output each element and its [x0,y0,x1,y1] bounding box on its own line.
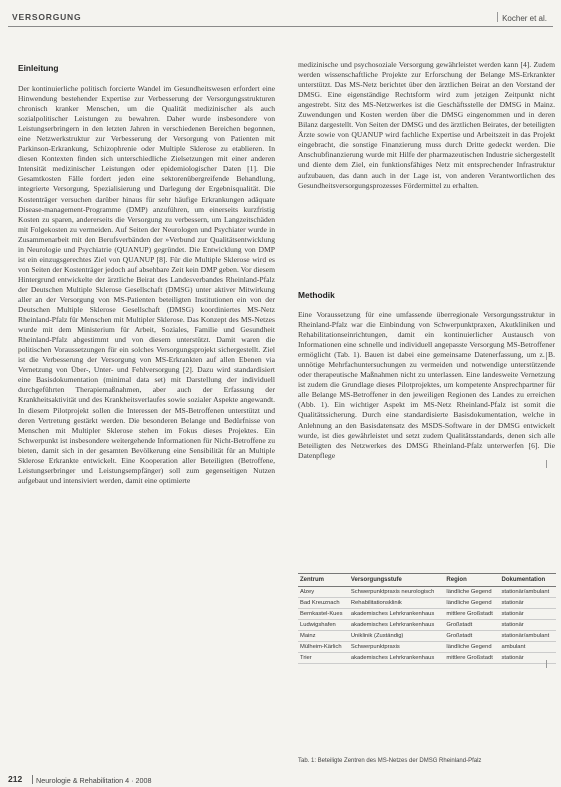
table-cell: mittlere Großstadt [444,653,499,664]
table-cell: Bernkastel-Kues [298,609,349,620]
table-row [298,598,556,609]
table-cell: stationär [499,598,556,609]
table-header-cell: Dokumentation [499,574,556,587]
table-cell: stationär/ambulant [499,631,556,642]
page-number: 212 [8,774,23,784]
table-cell: Rehabilitationsklinik [349,598,445,609]
table-header-cell: Region [444,574,499,587]
heading-methodik: Methodik [298,290,335,300]
table-cell: Ludwigshafen [298,620,349,631]
heading-einleitung: Einleitung [18,63,59,73]
table-row [298,631,556,642]
author-label: Kocher et al. [497,12,547,23]
continuation-paragraph: medizinische und psychosoziale Versorgung gewährleistet werden kann [4]. Zudem werden wissenschaftliche Projekte zur Erforschung der Belange MS-Erkrankter unterstützt. Das MS-Netz berichtet über den ärztlichen Beirat an den Vorstand der DMSG. Eine eigenständige Rechtsform wird zum jetzigen Zeitpunkt nicht angestrebt. Sitz des MS-Netzwerkes ist die Geschäftsstelle der DMSG in Mainz. Zuwendungen und Kosten werden über die DMSG eingenommen und in deren Bilanz dargestellt. Von Seiten der DMSG und des ärztlichen Beirates, der beteiligten Ärzte sowie von QUANUP wird fachliche Expertise und Arbeitszeit in das Projekt eingebracht, die sonstige Finanzierung muss durch Dritte gedeckt werden. Die Anschubfinanzierung wurde mit Hilfe der pharmazeutischen Industrie sichergestellt und diente dem Ziel, ein funktionsfähiges Netz mit entsprechender Infrastruktur aufzubauen, das dann auch in der Lage ist, von anderen Verantwortlichen des Gesundheitsversorgungsprozesses Fördermittel zu erhalten. [298,60,555,190]
table-cell: ländliche Gegend [444,598,499,609]
centers-table [298,573,556,664]
table-cell: Schwerpunktpraxis [349,642,445,653]
table-cell: akademisches Lehrkrankenhaus [349,609,445,620]
left-column-text [18,84,275,486]
table-cell: stationär/ambulant [499,587,556,598]
table-cell: stationär [499,653,556,664]
margin-mark [546,352,552,360]
table-row [298,642,556,653]
journal-citation: Neurologie & Rehabilitation 4 · 2008 [32,775,151,785]
table-cell: akademisches Lehrkrankenhaus [349,653,445,664]
section-label: VERSORGUNG [12,12,82,22]
table-caption: Tab. 1: Beteiligte Zentren des MS-Netzes der DMSG Rheinland-Pfalz [298,758,482,764]
table-header-cell: Zentrum [298,574,349,587]
table-cell: ambulant [499,642,556,653]
margin-mark [546,460,552,468]
table-row [298,653,556,664]
table-row [298,609,556,620]
methodik-paragraph: Eine Voraussetzung für eine umfassende überregionale Versorgungsstruktur in Rheinland-Pfalz war die Einbindung von Schwerpunktpraxen, Akutkliniken und Rehabilitationseinrichtungen, damit ein kontinuierlicher Austausch von Informationen eine schnelle und individuell angepasste Versorgung MS-Betroffener ermöglicht (Tab. 1). Bauen ist dabei eine gemeinsame Datenerfassung, um z. B. unnötige Mehrfachuntersuchungen zu vermeiden und notwendige unterstützende oder therapeutische Maßnahmen nicht zu unterlassen. Eine landesweite Vernetzung ist zudem die Grundlage dieses Pilotprojektes, um kompetente Ansprechpartner für alle Belange MS-Betroffener in den jeweiligen Regionen des Landes zu erreichen (Abb. 1). Ein wichtiger Aspekt im MS-Netz Rheinland-Pfalz ist somit die Qualitätssicherung. Durch eine standardisierte Basisdokumentation, welche in Anlehnung an den Basisdatensatz des MSDS-Software in der DMSG entwickelt wurde, ist dies gewährleistet und setzt zudem Qualitätsstandards, denen sich alle Beteiligten des Netzwerkes des DMSG Rheinland-Pfalz unterwerfen [6]. Die Datenpflege [298,310,555,460]
right-column-text [298,60,555,191]
table-cell: Schwerpunktpraxis neurologisch [349,587,445,598]
table-cell: akademisches Lehrkrankenhaus [349,620,445,631]
table-cell: Großstadt [444,631,499,642]
table-cell: Uniklinik (Zuständig) [349,631,445,642]
page-footer [0,774,561,787]
methodik-column-text [298,310,555,461]
margin-mark [546,660,552,668]
running-header [8,10,553,27]
table-cell: Alzey [298,587,349,598]
einleitung-paragraph: Der kontinuierliche politisch forcierte Wandel im Gesundheitswesen erfordert eine Hinwendung bestehender Expertise zur Verbesserung der Versorgungsstrukturen chronisch kranker Menschen, um die Qualität medizinischer als auch sozialpolitischer Leistungen zu bewahren. Daher wurde insbesondere von Leistungserbringern in den letzten Jahren in verschiedenen Bereichen begonnen, eine Netzwerkstruktur zur Verbesserung der Versorgung von Patienten mit Parkinson-Erkrankung, Schizophrenie oder Multiple Sklerose zu etablieren. In diesen Kontexten finden sich unterschiedliche Zielsetzungen mit einer anderen Intensität medizinischer Leistungen oder epidemiologischer Daten [1]. Die Gesamtkosten Fälle fordert jeden eine sektorenübergreifende Behandlung, integrierte Versorgung, Spezialisierung und Darlegung der Ergebnisqualität. Die Kostenträger versuchen darüber hinaus für sehr häufige Erkrankungen adäquate Disease-management-Programme (DMP) anzuführen, um einerseits kurzfristig Kosten zu sparen, andererseits die Versorgung zu verbessern, um Langzeitschäden mit Folgekosten zu vermeiden. Auf Seiten der Neurologen und Psychiater wurde in Zusammenarbeit mit den Berufsverbänden der »Verbund zur Qualitätsentwicklung in Neurologie und Psychiatrie (QUANUP) gegründet. Die Entwicklung von DMP ist ein einzugsgerechtes Ziel von QUANUP [8]. Für die Multiple Sklerose wird es von Seiten der Kostenträger jedoch auf absehbare Zeit kein DMP geben. Vor diesem Hintergrund entwickelte der ärztliche Beirat des Landesverbandes Rheinland-Pfalz der Deutschen Multiple Sklerose Gesellschaft (DMSG) unter aktiver Mitwirkung aller an der Versorgung von MS-Patienten beteiligten Institutionen ein von der Deutschen Multiple Sklerose Gesellschaft (DMSG) koordiniertes MS-Netz Rheinland-Pfalz für Menschen mit Multipler Sklerose. Das Konzept des MS-Netzes wurde mit dem Ministerium für Arbeit, Soziales, Familie und Gesundheit Rheinland-Pfalz abgestimmt und von diesem unterstützt. Damit waren die politischen Voraussetzungen für ein solches Versorgungsprojekt sichergestellt. Ziel ist die Verbesserung der Versorgung von MS-Erkrankten auf allen Ebenen via Vernetzung von Über-, Unter- und Fehlversorgung [2]. Dazu wird standardisiert eine Basisdokumentation (minimal data set) mit Darstellung der individuell durchgeführten Therapiemaßnahmen, aber auch der Erfassung der Krankheitsaktivität und des Krankheitsverlaufes sowie sozialer Aspekte angewandt. In diesem Pilotprojekt sollen die Interessen der MS-Betroffenen unterstützt und deren Vertretung gestärkt werden. Die besonderen Belange und Bedürfnisse von Menschen mit Multipler Sklerose stehen im Fokus dieses Projektes. Ein Schwerpunkt ist insbesondere weitergehende Informationen für Nicht-Betroffene zu bieten, damit sich in der gesamten Bevölkerung eine Sensibilität für an Multiple Sklerose Erkrankte entwickelt. Eine Kooperation aller Beteiligten (Betroffene, Leistungserbringer und Leistungsempfänger) soll zum gegenseitigen Nutzen aufgebaut und intensiviert werden, damit eine optimierte [18,84,275,485]
table-row [298,587,556,598]
table-cell: stationär [499,609,556,620]
table-cell: stationär [499,620,556,631]
table-cell: ländliche Gegend [444,587,499,598]
table-cell: Trier [298,653,349,664]
table-header-cell: Versorgungsstufe [349,574,445,587]
table-cell: Bad Kreuznach [298,598,349,609]
table-cell: mittlere Großstadt [444,609,499,620]
table-cell: Mülheim-Kärlich [298,642,349,653]
table-cell: ländliche Gegend [444,642,499,653]
table-cell: Mainz [298,631,349,642]
table-header-row [298,574,556,587]
table-cell: Großstadt [444,620,499,631]
table-row [298,620,556,631]
